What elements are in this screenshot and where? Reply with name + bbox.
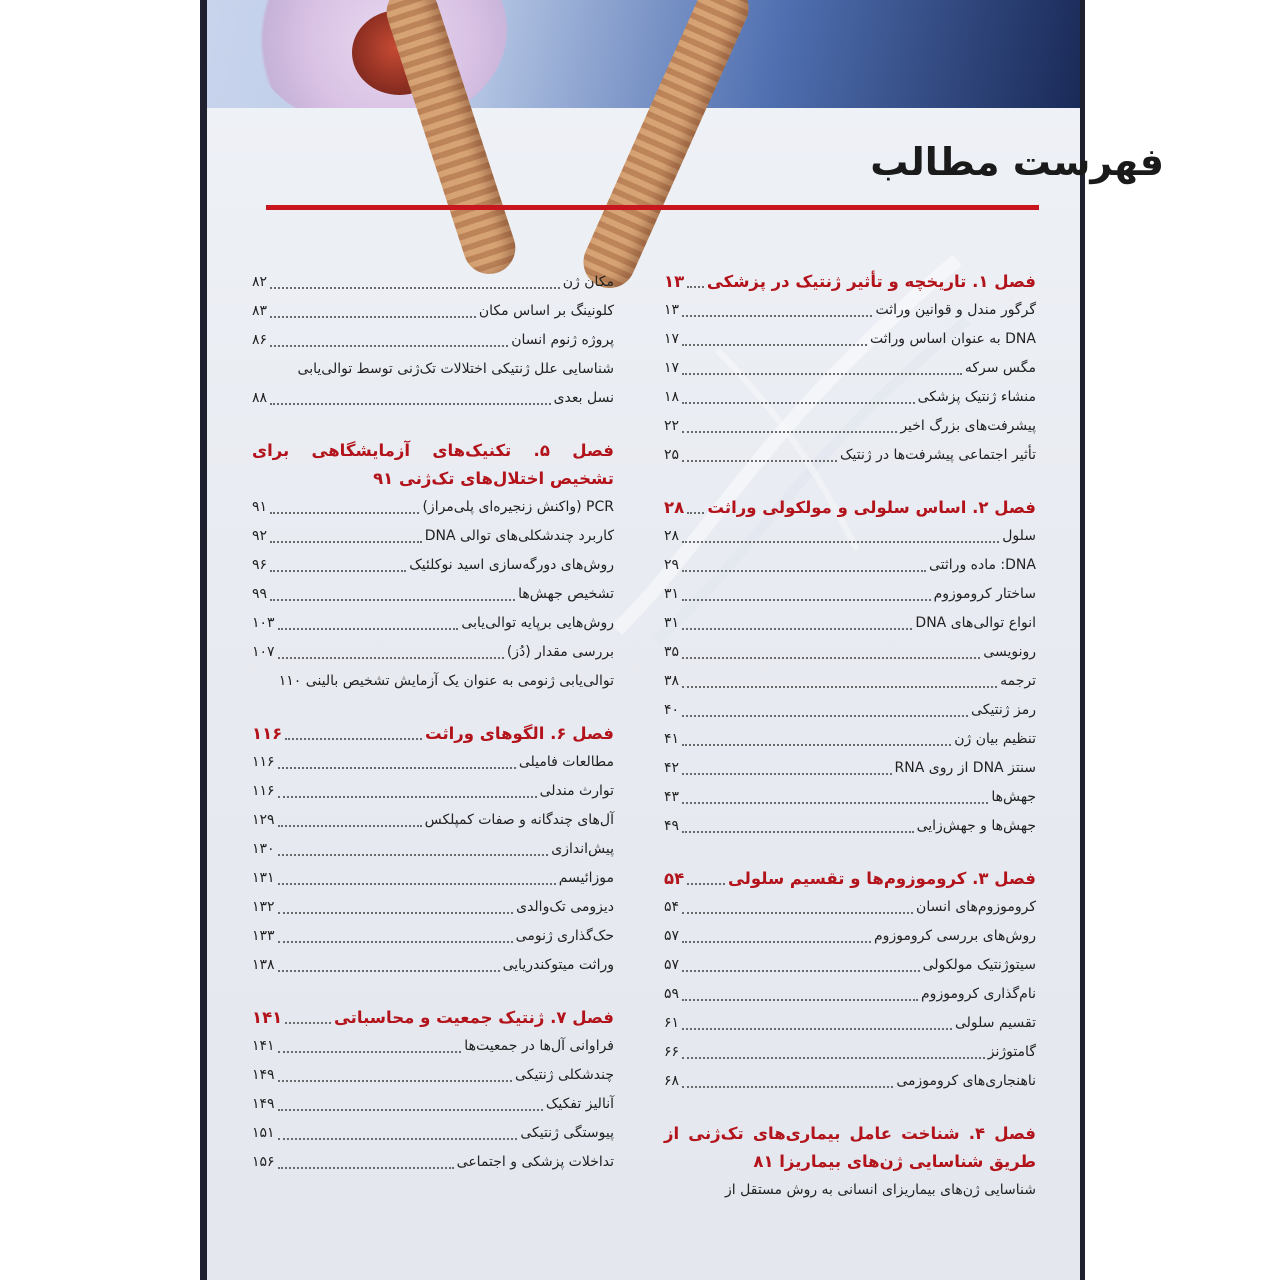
leader-dots	[285, 738, 422, 740]
title-divider	[266, 205, 1039, 210]
toc-entry[interactable]	[664, 783, 1036, 812]
toc-entry[interactable]	[252, 806, 614, 835]
toc-entry-label: جهش‌ها	[991, 789, 1036, 805]
chapter-heading[interactable]	[664, 1120, 1036, 1176]
toc-entry[interactable]	[664, 325, 1036, 354]
toc-entry-page: ۹۱	[252, 499, 268, 515]
section-gap	[664, 841, 1036, 865]
toc-entry-page: ۹۶	[252, 557, 268, 573]
toc-entry[interactable]	[664, 551, 1036, 580]
chapter-title: فصل ۷. ژنتیک جمعیت و محاسباتی	[333, 1008, 614, 1027]
leader-dots	[682, 941, 871, 943]
toc-column-right	[664, 268, 1036, 1205]
toc-entry-label: پروژه ژنوم انسان	[511, 332, 614, 348]
toc-entry-page: ۱۴۹	[252, 1067, 275, 1083]
leader-dots	[278, 1138, 518, 1140]
toc-entry-page: ۳۱	[664, 586, 680, 602]
toc-entry-page: ۶۱	[664, 1015, 680, 1031]
toc-entry-label: گامتوژنز	[987, 1044, 1036, 1060]
chapter-title: فصل ۳. کروموزوم‌ها و تقسیم سلولی	[727, 869, 1036, 888]
toc-entry-page: ۵۷	[664, 928, 680, 944]
leader-dots	[278, 767, 516, 769]
toc-entry[interactable]	[664, 725, 1036, 754]
toc-entry-page: ۶۶	[664, 1044, 680, 1060]
toc-entry-page: ۱۳۲	[252, 899, 275, 915]
toc-entry-page: ۶۸	[664, 1073, 680, 1089]
toc-entry-label: تداخلات پزشکی و اجتماعی	[456, 1154, 614, 1170]
toc-entry-page: ۱۸	[664, 389, 680, 405]
toc-entry-label: توارث مندلی	[539, 783, 614, 799]
toc-entry[interactable]	[252, 1119, 614, 1148]
toc-entry[interactable]	[664, 1009, 1036, 1038]
toc-entry-label: DNA: ماده وراثتی	[929, 557, 1036, 573]
toc-entry-page: ۱۳	[664, 302, 680, 318]
toc-entry-page: ۱۵۱	[252, 1125, 275, 1141]
toc-entry-page: ۴۰	[664, 702, 680, 718]
toc-entry[interactable]	[252, 777, 614, 806]
leader-dots	[278, 1080, 512, 1082]
toc-entry-page: ۱۷	[664, 331, 680, 347]
toc-entry[interactable]	[252, 493, 614, 522]
leader-dots	[278, 883, 556, 885]
toc-entry-label: روش‌هایی برپایه توالی‌یابی	[461, 615, 614, 631]
toc-entry[interactable]	[664, 754, 1036, 783]
toc-entry-label: PCR (واکنش زنجیره‌ای پلی‌مراز)	[422, 499, 614, 515]
section-gap	[664, 470, 1036, 494]
toc-entry-label: توالی‌یابی ژنومی به عنوان یک آزمایش تشخیص بالینی	[305, 673, 614, 689]
toc-entry[interactable]	[252, 864, 614, 893]
toc-entry[interactable]	[664, 412, 1036, 441]
toc-entry-page: ۴۱	[664, 731, 680, 747]
toc-entry-page: ۵۴	[664, 899, 680, 915]
leader-dots	[682, 1086, 893, 1088]
toc-entry-label: حک‌گذاری ژنومی	[515, 928, 614, 944]
toc-entry-label: چندشکلی ژنتیکی	[515, 1067, 614, 1083]
toc-entry[interactable]	[664, 354, 1036, 383]
toc-entry-page: ۹۹	[252, 586, 268, 602]
toc-entry-label: سلول	[1002, 528, 1036, 544]
toc-entry-label: روش‌های دورگه‌سازی اسید نوکلئیک	[409, 557, 614, 573]
toc-entry-label: کلونینگ بر اساس مکان	[478, 303, 614, 319]
toc-entry[interactable]	[252, 893, 614, 922]
leader-dots	[278, 657, 504, 659]
leader-dots	[285, 1022, 331, 1024]
toc-entry-label: انواع توالی‌های DNA	[915, 615, 1036, 631]
leader-dots	[687, 286, 704, 288]
toc-entry-label: شناسایی علل ژنتیکی اختلالات تک‌ژنی توسط توالی‌یابی	[297, 361, 614, 377]
leader-dots	[278, 941, 513, 943]
toc-entry[interactable]	[252, 384, 614, 413]
toc-entry-page: ۱۰۷	[252, 644, 275, 660]
toc-entry[interactable]	[664, 441, 1036, 470]
chapter-heading[interactable]	[252, 1004, 614, 1032]
chapter-heading[interactable]	[664, 268, 1036, 296]
leader-dots	[278, 912, 514, 914]
toc-entry-page: ۱۷	[664, 360, 680, 376]
toc-entry-label: آنالیز تفکیک	[545, 1096, 614, 1112]
toc-entry[interactable]	[664, 638, 1036, 667]
leader-dots	[682, 831, 914, 833]
toc-entry-page: ۱۳۳	[252, 928, 275, 944]
leader-dots	[270, 403, 551, 405]
chapter-page: ۸۱	[753, 1152, 774, 1171]
toc-entry-label: بررسی مقدار (دُز)	[506, 644, 614, 660]
toc-entry-label: نام‌گذاری کروموزوم	[921, 986, 1036, 1002]
chapter-page: ۹۱	[373, 469, 394, 488]
toc-entry[interactable]	[252, 355, 614, 384]
toc-entry-label: روش‌های بررسی کروموزوم	[874, 928, 1036, 944]
toc-entry-label: سنتز DNA از روی RNA	[894, 760, 1036, 776]
toc-entry-label: شناسایی ژن‌های بیماریزای انسانی به روش مستقل از	[725, 1182, 1036, 1198]
toc-entry[interactable]	[252, 922, 614, 951]
chapter-page: ۵۴	[664, 869, 685, 888]
leader-dots	[278, 1109, 543, 1111]
toc-entry[interactable]	[664, 812, 1036, 841]
chapter-page: ۲۸	[664, 498, 685, 517]
toc-entry[interactable]	[664, 922, 1036, 951]
toc-entry-label: پیوستگی ژنتیکی	[520, 1125, 614, 1141]
toc-entry-label: تنظیم بیان ژن	[954, 731, 1036, 747]
chapter-title: فصل ۵. تکنیک‌های آزمایشگاهی برای تشخیص اختلال‌های تک‌ژنی	[252, 441, 614, 488]
leader-dots	[682, 431, 897, 433]
toc-entry-page: ۴۹	[664, 818, 680, 834]
leader-dots	[682, 402, 915, 404]
toc-entry-label: پیشرفت‌های بزرگ اخیر	[900, 418, 1036, 434]
toc-entry-label: رونویسی	[983, 644, 1036, 660]
toc-entry-label: منشاء ژنتیک پزشکی	[917, 389, 1036, 405]
leader-dots	[682, 970, 920, 972]
leader-dots	[278, 1051, 462, 1053]
section-gap	[252, 413, 614, 437]
toc-entry-label: کاربرد چندشکلی‌های توالی DNA	[424, 528, 614, 544]
leader-dots	[682, 773, 891, 775]
toc-entry[interactable]	[664, 1176, 1036, 1205]
toc-entry-page: ۳۱	[664, 615, 680, 631]
leader-dots	[682, 657, 980, 659]
toc-entry-label: جهش‌ها و جهش‌زایی	[916, 818, 1036, 834]
chapter-page: ۱۴۱	[252, 1008, 283, 1027]
toc-entry-page: ۳۸	[664, 673, 680, 689]
toc-entry-label: کروموزوم‌های انسان	[916, 899, 1036, 915]
leader-dots	[270, 541, 422, 543]
toc-entry-page: ۱۱۰	[278, 673, 302, 689]
toc-entry-label: دیزومی تک‌والدی	[516, 899, 614, 915]
chapter-heading[interactable]	[664, 865, 1036, 893]
leader-dots	[278, 854, 549, 856]
toc-entry-label: فراوانی آل‌ها در جمعیت‌ها	[464, 1038, 614, 1054]
chapter-title: فصل ۱. تاریخچه و تأثیر ژنتیک در پزشکی	[706, 272, 1036, 291]
leader-dots	[682, 1028, 952, 1030]
toc-entry-page: ۱۰۳	[252, 615, 275, 631]
toc-entry-page: ۱۳۱	[252, 870, 275, 886]
toc-entry-label: پیش‌اندازی	[551, 841, 614, 857]
toc-entry[interactable]	[252, 326, 614, 355]
toc-entry-label: موزائیسم	[558, 870, 614, 886]
leader-dots	[682, 628, 912, 630]
leader-dots	[682, 802, 988, 804]
toc-entry[interactable]	[664, 696, 1036, 725]
toc-entry-page: ۱۴۱	[252, 1038, 275, 1054]
toc-entry[interactable]	[664, 580, 1036, 609]
header-illustration	[207, 0, 1080, 108]
toc-entry-label: مطالعات فامیلی	[518, 754, 614, 770]
leader-dots	[682, 373, 962, 375]
toc-entry[interactable]	[664, 296, 1036, 325]
toc-entry[interactable]	[252, 551, 614, 580]
leader-dots	[682, 541, 999, 543]
leader-dots	[687, 883, 725, 885]
leader-dots	[682, 715, 968, 717]
leader-dots	[682, 460, 837, 462]
toc-entry[interactable]	[252, 835, 614, 864]
leader-dots	[270, 570, 406, 572]
section-gap	[664, 1096, 1036, 1120]
leader-dots	[270, 345, 508, 347]
toc-entry-page: ۴۲	[664, 760, 680, 776]
toc-entry-page: ۱۴۹	[252, 1096, 275, 1112]
toc-column-left	[252, 268, 614, 1177]
chapter-page: ۱۳	[664, 272, 685, 291]
toc-entry[interactable]	[664, 980, 1036, 1009]
leader-dots	[278, 628, 459, 630]
toc-entry-label: تأثیر اجتماعی پیشرفت‌ها در ژنتیک	[839, 447, 1036, 463]
page-title: فهرست مطالب	[870, 140, 1164, 184]
toc-entry-page: ۲۹	[664, 557, 680, 573]
toc-entry-page: ۱۱۶	[252, 754, 275, 770]
chapter-heading[interactable]	[664, 494, 1036, 522]
toc-entry[interactable]	[252, 1090, 614, 1119]
toc-entry-page: ۳۵	[664, 644, 680, 660]
toc-entry-page: ۱۲۹	[252, 812, 275, 828]
toc-entry-page: ۲۲	[664, 418, 680, 434]
toc-entry-page: ۱۳۰	[252, 841, 275, 857]
leader-dots	[682, 315, 872, 317]
leader-dots	[682, 570, 926, 572]
toc-entry[interactable]	[252, 609, 614, 638]
toc-entry[interactable]	[664, 1038, 1036, 1067]
toc-entry-label: گرگور مندل و قوانین وراثت	[875, 302, 1036, 318]
toc-entry[interactable]	[664, 951, 1036, 980]
toc-entry-label: سیتوژنتیک مولکولی	[922, 957, 1036, 973]
toc-entry-page: ۱۳۸	[252, 957, 275, 973]
section-gap	[252, 696, 614, 720]
toc-entry-page: ۸۲	[252, 274, 268, 290]
leader-dots	[270, 287, 560, 289]
toc-entry[interactable]	[252, 638, 614, 667]
chapter-heading[interactable]	[252, 437, 614, 493]
leader-dots	[682, 912, 913, 914]
toc-entry-label: تشخیص جهش‌ها	[518, 586, 614, 602]
toc-entry[interactable]	[664, 893, 1036, 922]
toc-entry[interactable]	[252, 951, 614, 980]
chapter-heading[interactable]	[252, 720, 614, 748]
toc-entry-label: ساختار کروموزوم	[933, 586, 1036, 602]
leader-dots	[270, 512, 419, 514]
toc-entry-label: ناهنجاری‌های کروموزمی	[896, 1073, 1036, 1089]
toc-entry[interactable]	[664, 383, 1036, 412]
toc-entry-page: ۸۶	[252, 332, 268, 348]
toc-entry[interactable]	[252, 1032, 614, 1061]
leader-dots	[682, 344, 867, 346]
leader-dots	[270, 316, 476, 318]
toc-entry-label: آل‌های چندگانه و صفات کمپلکس	[424, 812, 614, 828]
toc-entry-page: ۸۸	[252, 390, 268, 406]
toc-entry[interactable]	[664, 522, 1036, 551]
toc-entry-label: نسل بعدی	[553, 390, 614, 406]
toc-entry-label: DNA به عنوان اساس وراثت	[869, 331, 1036, 347]
toc-entry[interactable]	[664, 667, 1036, 696]
leader-dots	[278, 970, 500, 972]
toc-entry-page: ۵۹	[664, 986, 680, 1002]
toc-entry-label: رمز ژنتیکی	[971, 702, 1036, 718]
leader-dots	[682, 744, 951, 746]
leader-dots	[278, 796, 537, 798]
leader-dots	[270, 599, 515, 601]
toc-entry-label: تقسیم سلولی	[955, 1015, 1036, 1031]
toc-entry[interactable]	[252, 268, 614, 297]
leader-dots	[682, 599, 931, 601]
leader-dots	[687, 512, 704, 514]
chapter-page: ۱۱۶	[252, 724, 283, 743]
toc-entry[interactable]	[664, 609, 1036, 638]
chapter-title: فصل ۶. الگوهای وراثت	[424, 724, 614, 743]
toc-entry-label: ترجمه	[1000, 673, 1036, 689]
leader-dots	[278, 825, 422, 827]
toc-entry[interactable]	[252, 1061, 614, 1090]
toc-entry-label: وراثت میتوکندریایی	[502, 957, 614, 973]
chapter-title: فصل ۲. اساس سلولی و مولکولی وراثت	[707, 498, 1036, 517]
leader-dots	[682, 686, 997, 688]
toc-entry-page: ۱۱۶	[252, 783, 275, 799]
toc-entry[interactable]	[252, 297, 614, 326]
toc-entry[interactable]	[252, 1148, 614, 1177]
toc-entry-label: مگس سرکه	[964, 360, 1036, 376]
toc-entry-page: ۹۲	[252, 528, 268, 544]
section-gap	[252, 980, 614, 1004]
toc-entry-page: ۴۳	[664, 789, 680, 805]
toc-entry-label: مکان ژن	[562, 274, 614, 290]
toc-entry-page: ۲۵	[664, 447, 680, 463]
leader-dots	[682, 999, 918, 1001]
leader-dots	[278, 1167, 454, 1169]
toc-entry[interactable]	[252, 748, 614, 777]
leader-dots	[682, 1057, 985, 1059]
toc-entry-page: ۵۷	[664, 957, 680, 973]
toc-entry[interactable]	[252, 580, 614, 609]
toc-entry-page: ۱۵۶	[252, 1154, 275, 1170]
toc-entry[interactable]	[252, 667, 614, 696]
toc-entry-page: ۸۳	[252, 303, 268, 319]
toc-entry[interactable]	[664, 1067, 1036, 1096]
chapter-title: فصل ۴. شناخت عامل بیماری‌های تک‌ژنی از طریق شناسایی ژن‌های بیماریزا	[664, 1124, 1036, 1171]
toc-entry[interactable]	[252, 522, 614, 551]
toc-entry-page: ۲۸	[664, 528, 680, 544]
